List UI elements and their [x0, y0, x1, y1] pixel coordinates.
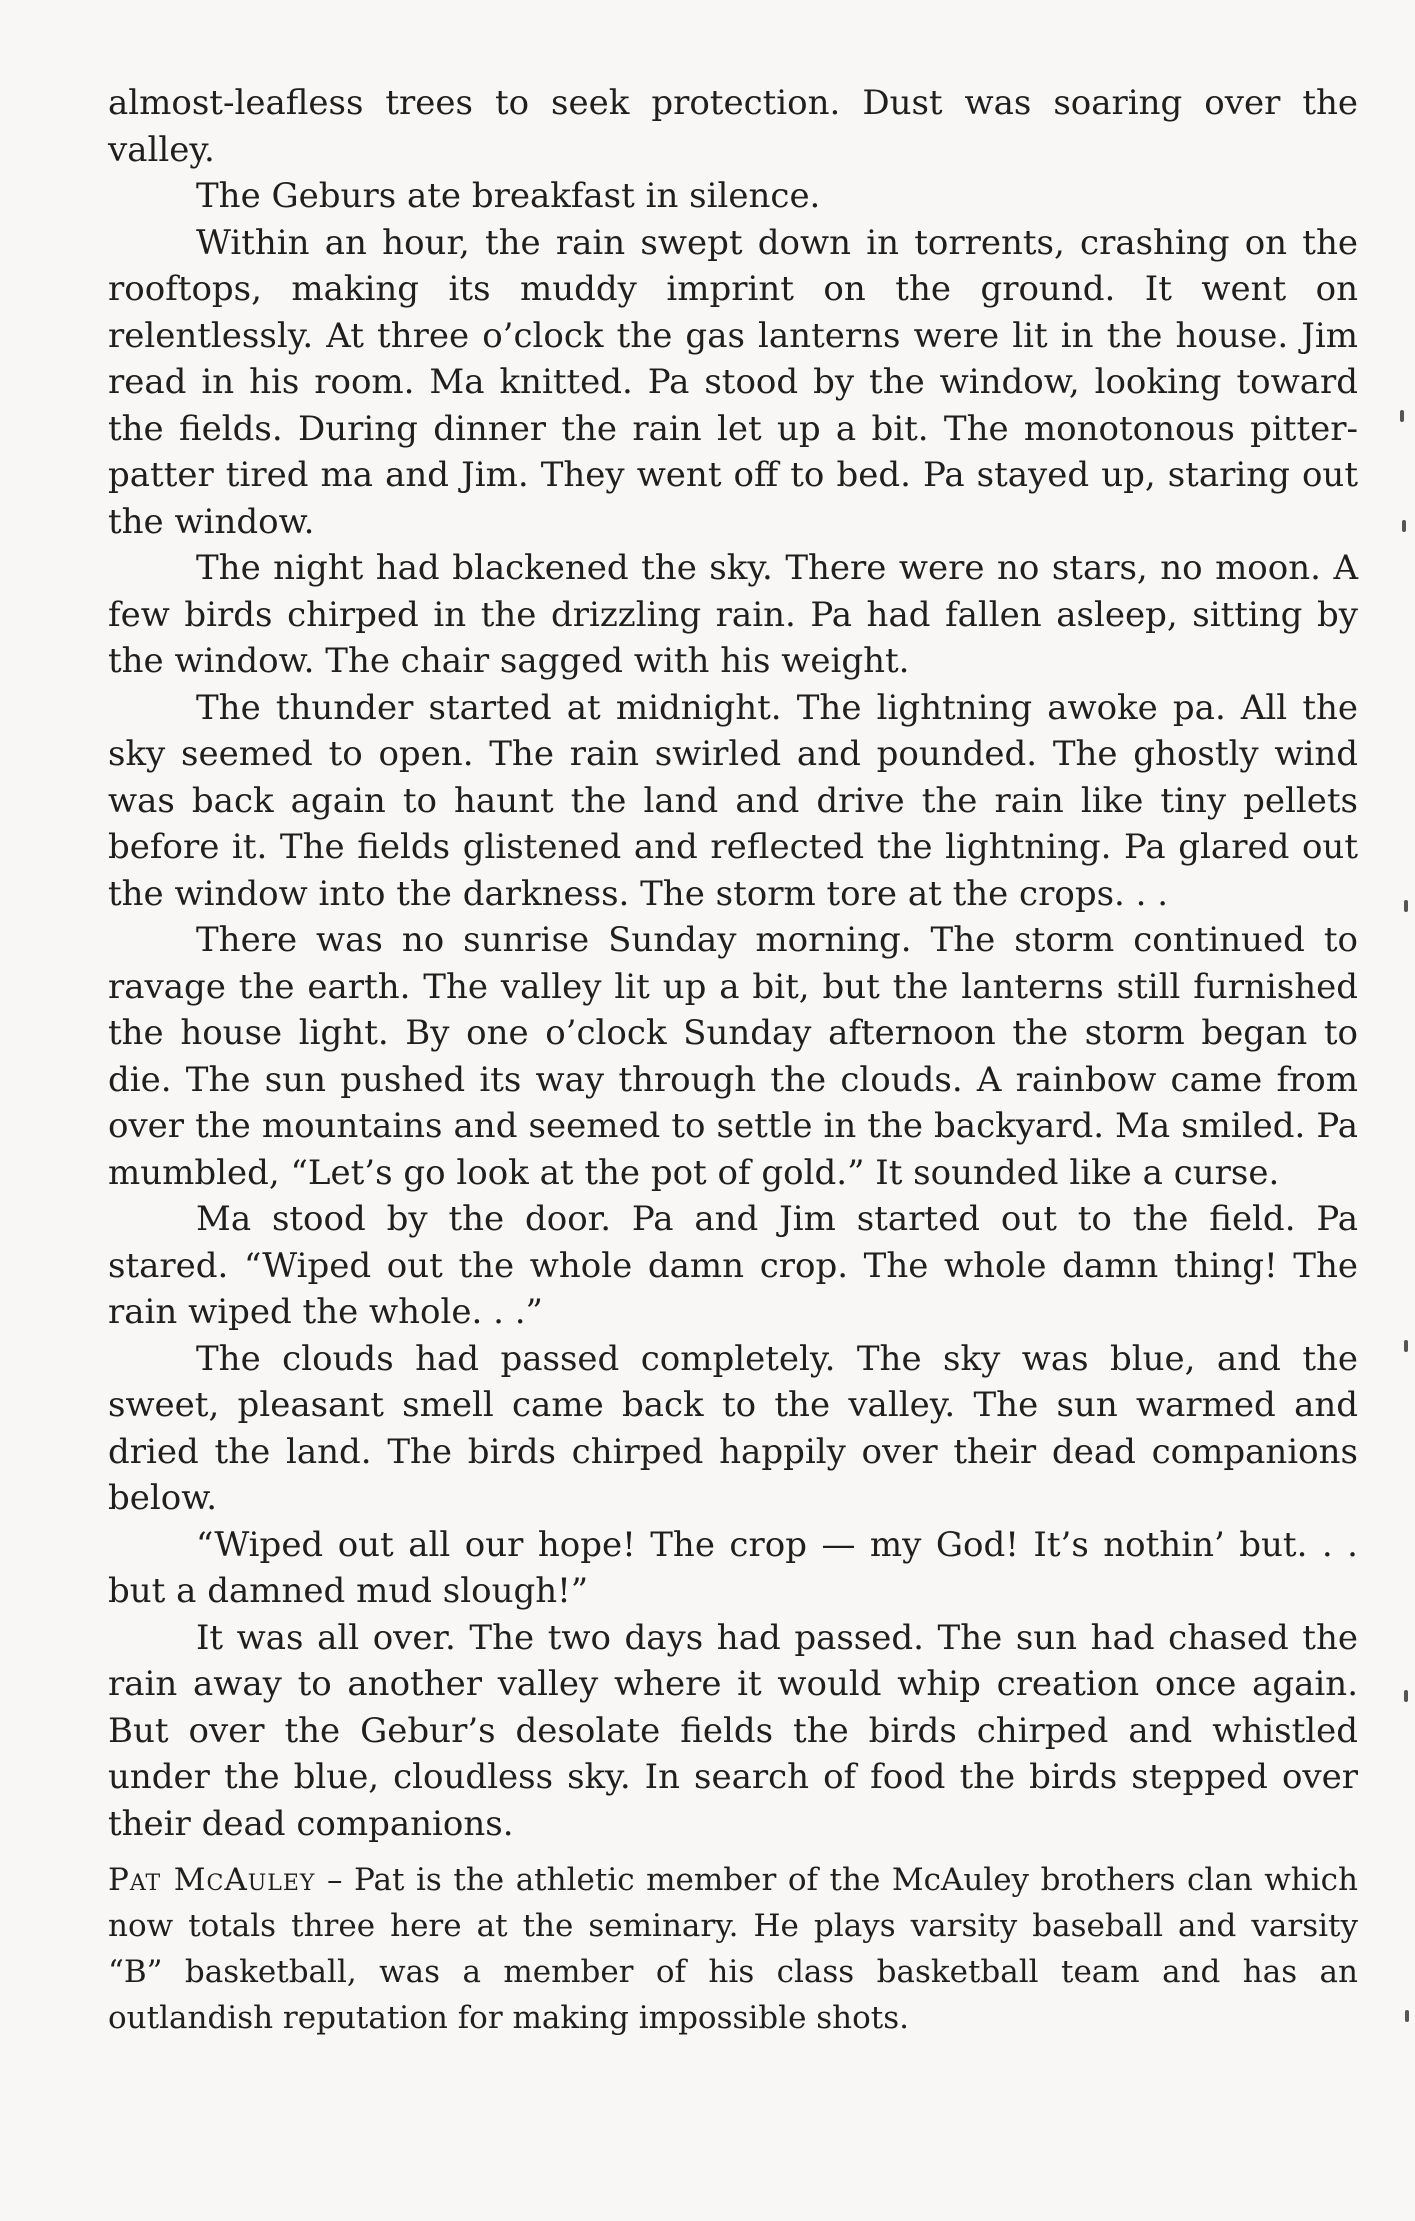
paragraph: It was all over. The two days had passed. The sun had chased the rain away to another valley where it would whip creation once again. But over the Gebur’s desolate fields the birds chirped and whistled under the blue, cloudless sky. In search of food the birds stepped over their dead companions.	[108, 1617, 1358, 1844]
paragraph: The Geburs ate breakfast in silence.	[196, 176, 821, 216]
paragraph: Ma stood by the door. Pa and Jim started out to the field. Pa stared. “Wiped out the whole damn crop. The whole damn thing! The rain wiped the whole. . .”	[108, 1199, 1358, 1332]
scan-mark	[1404, 1340, 1408, 1352]
scan-mark	[1402, 520, 1406, 532]
author-name: Pat McAuley	[108, 1862, 316, 1898]
scan-mark	[1405, 2010, 1409, 2022]
story-text	[108, 80, 1358, 2072]
paragraph: The night had blackened the sky. There were no stars, no moon. A few birds chirped in the drizzling rain. Pa had fallen asleep, sitting by the window. The chair sagged with his weight.	[108, 548, 1358, 681]
paragraph: Within an hour, the rain swept down in torrents, crashing on the rooftops, making its muddy imprint on the ground. It went on relentlessly. At three o’clock the gas lanterns were lit in the house. Jim read in his room. Ma knitted. Pa stood by the window, looking toward the fields. During dinner the rain let up a bit. The monotonous pitter-patter tired ma and Jim. They went off to bed. Pa stayed up, staring out the window.	[108, 222, 1358, 542]
author-bio	[108, 1857, 1358, 2041]
scan-mark	[1404, 1690, 1408, 1702]
author-bio-text: – Pat is the athletic member of the McAuley brothers clan which now totals three here at the seminary. He plays varsity baseball and varsity “B” basketball, was a member of his class basketball team and has an outlandish reputation for making impossible shots.	[108, 1862, 1358, 2036]
scan-mark	[1400, 410, 1404, 422]
paragraph: The thunder started at midnight. The lightning awoke pa. All the sky seemed to open. The rain swirled and pounded. The ghostly wind was back again to haunt the land and drive the rain like tiny pellets before it. The fields glistened and reflected the lightning. Pa glared out the window into the darkness. The storm tore at the crops. . .	[108, 687, 1358, 914]
paragraph: The clouds had passed completely. The sky was blue, and the sweet, pleasant smell came back to the valley. The sun warmed and dried the land. The birds chirped happily over their dead companions below.	[108, 1338, 1358, 1518]
paragraph: There was no sunrise Sunday morning. The storm continued to ravage the earth. The valley lit up a bit, but the lanterns still furnished the house light. By one o’clock Sunday afternoon the storm began to die. The sun pushed its way through the clouds. A rainbow came from over the mountains and seemed to settle in the backyard. Ma smiled. Pa mumbled, “Let’s go look at the pot of gold.” It sounded like a curse.	[108, 920, 1358, 1193]
scan-mark	[1404, 900, 1408, 912]
paragraph: “Wiped out all our hope! The crop — my God! It’s nothin’ but. . . but a damned mud slough!”	[108, 1524, 1358, 1611]
paragraph: almost-leafless trees to seek protection. Dust was soaring over the valley.	[108, 83, 1358, 170]
